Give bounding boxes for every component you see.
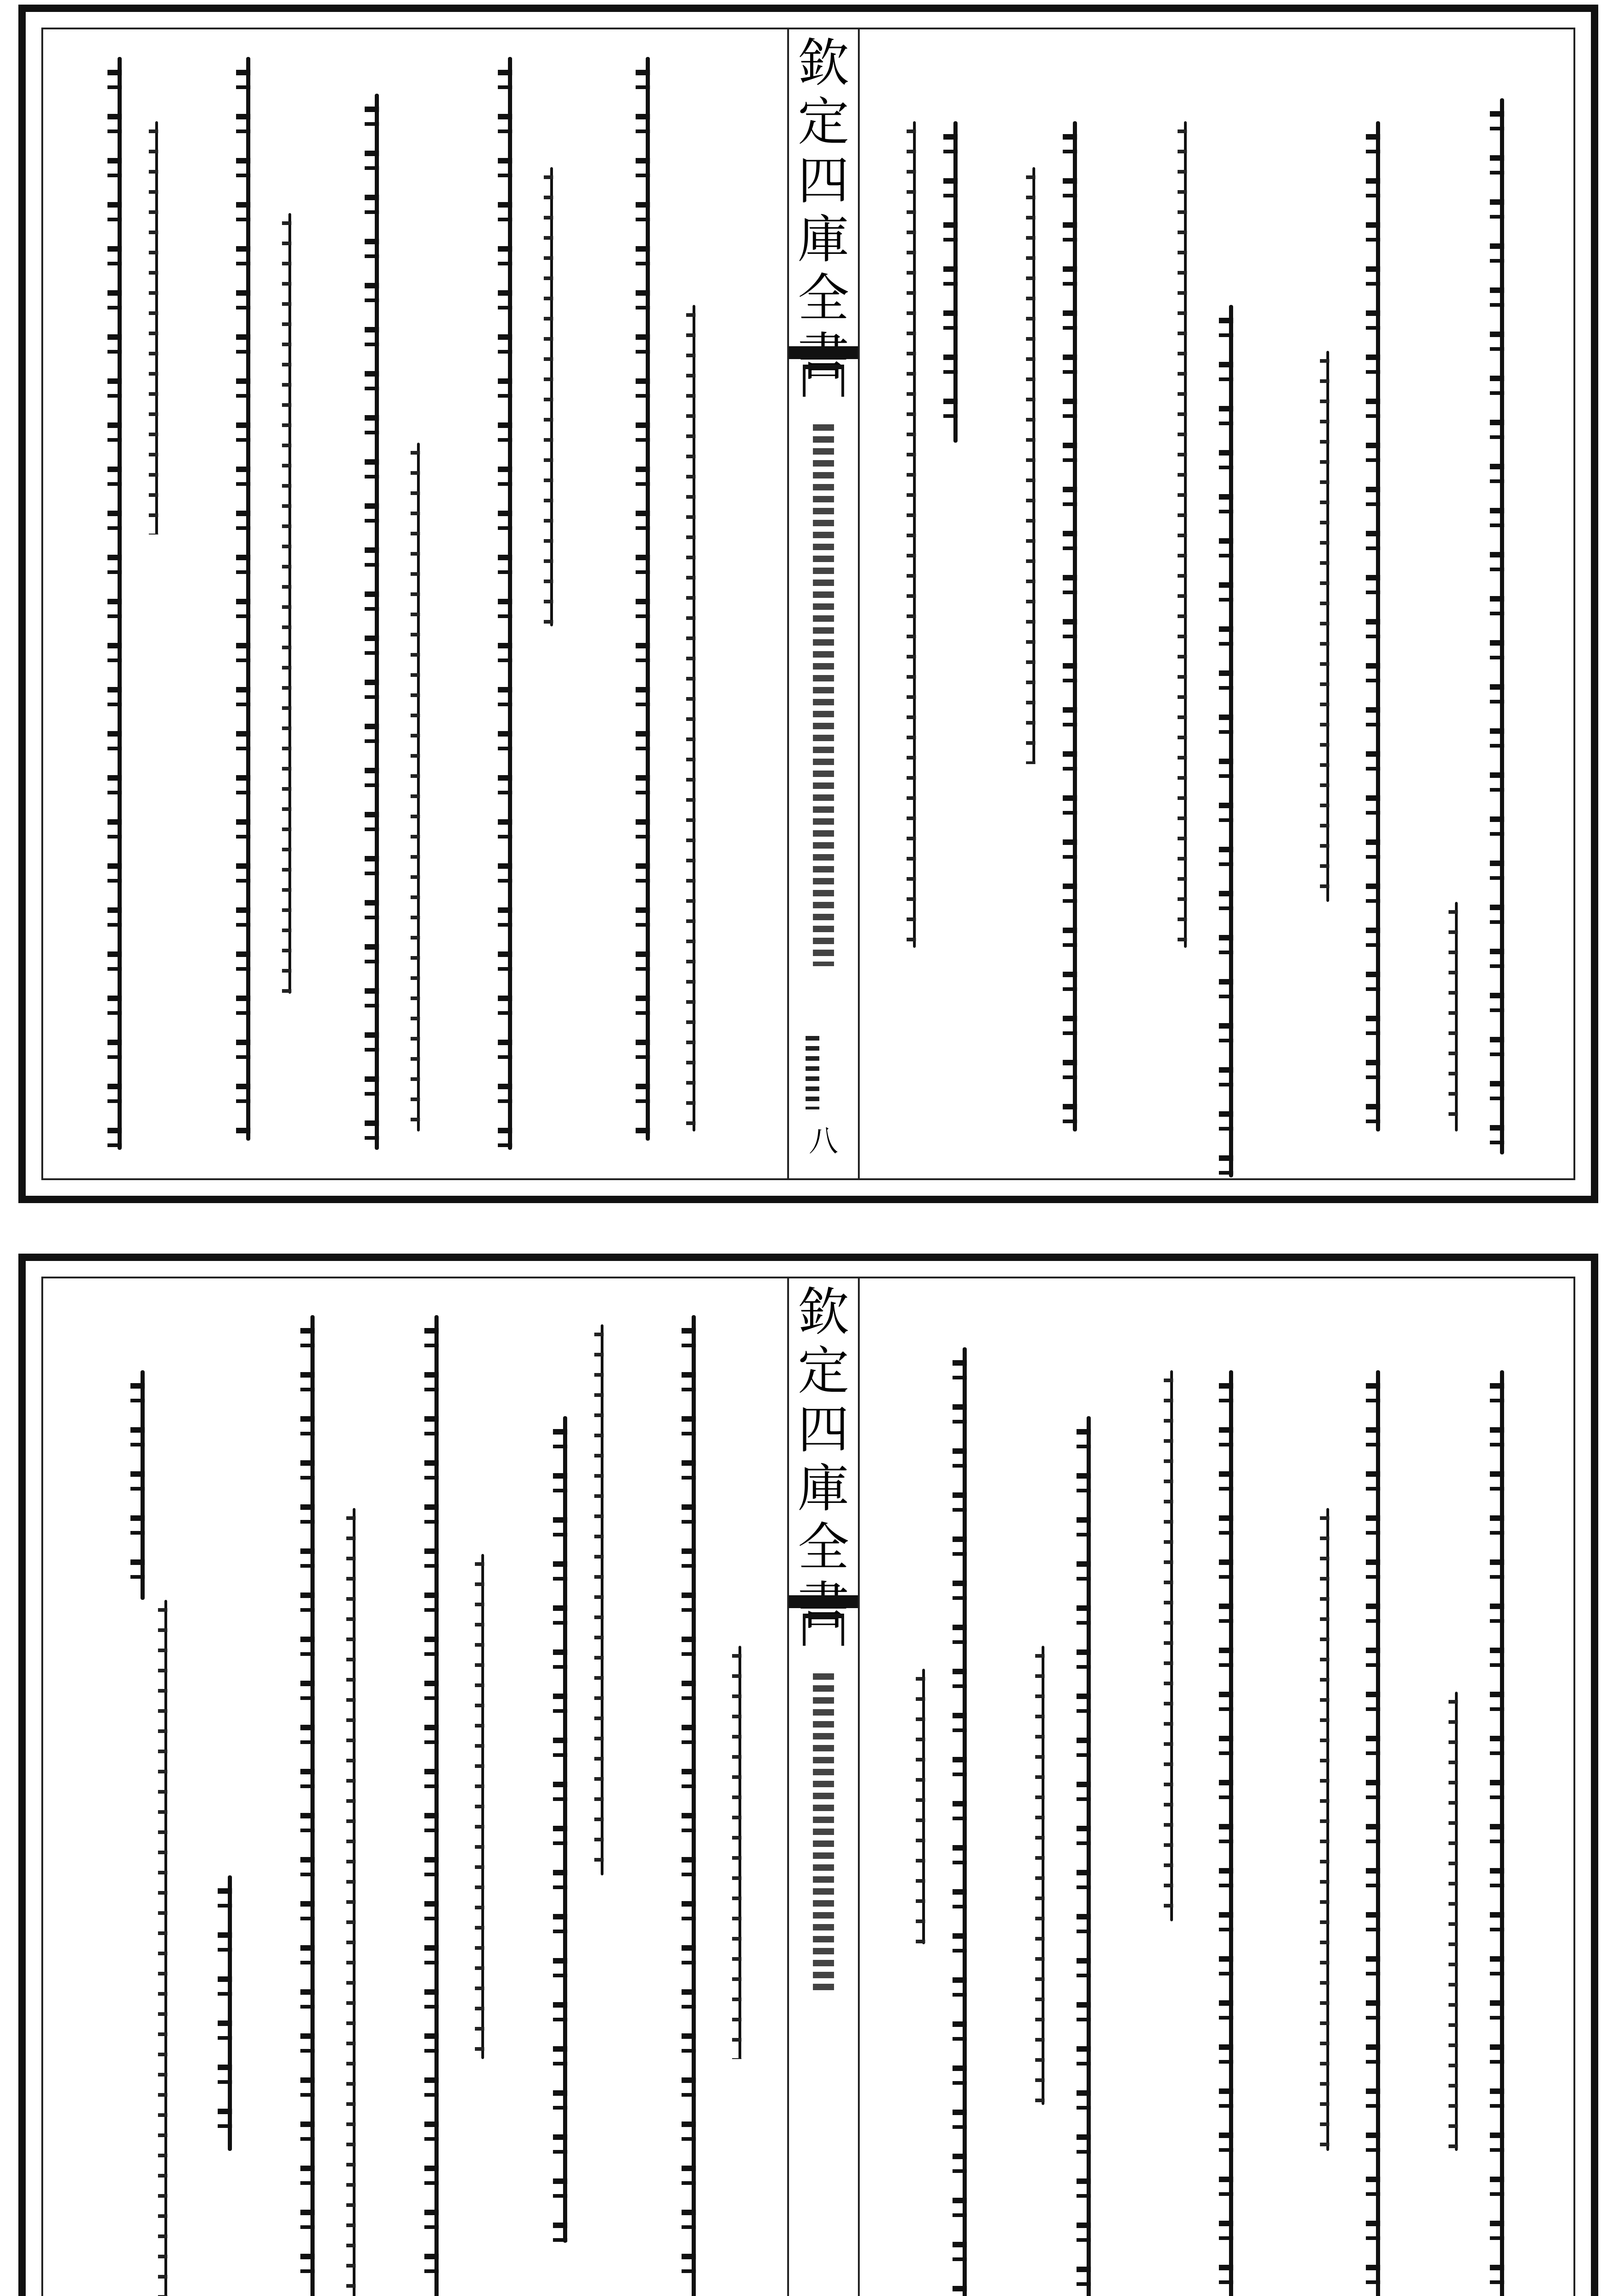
manchu-text-column <box>1077 1416 1100 2296</box>
manchu-annotation-column <box>1178 121 1193 948</box>
spine-manchu-label <box>806 1036 819 1109</box>
manchu-text-column <box>682 1315 705 2296</box>
spine-manchu-caption <box>813 1673 834 1995</box>
spine-char: 全 <box>798 269 849 328</box>
spine-char: 庫 <box>798 1459 849 1519</box>
manchu-annotation-column <box>1164 1370 1179 1921</box>
manchu-annotation-column <box>1449 1692 1464 2151</box>
manchu-text-column <box>130 1370 154 1600</box>
manchu-annotation-column <box>594 1324 610 1875</box>
spine-char: 定 <box>798 1341 849 1401</box>
spine <box>787 1278 860 2296</box>
manchu-annotation-column <box>1449 902 1464 1131</box>
spine-char: 欽 <box>798 1283 849 1342</box>
manchu-text-column <box>1366 1370 1390 2296</box>
manchu-text-column <box>498 57 522 1150</box>
manchu-annotation-column <box>1320 351 1336 902</box>
manchu-text-column <box>1366 121 1390 1131</box>
manchu-annotation-column <box>732 1646 748 2059</box>
manchu-text-column <box>107 57 131 1150</box>
spine-char: 全 <box>798 1518 849 1577</box>
manchu-annotation-column <box>346 1508 362 2296</box>
manchu-annotation-column <box>475 1554 490 2059</box>
manchu-text-column <box>636 57 660 1141</box>
manchu-annotation-column <box>1026 167 1042 764</box>
spine-title <box>789 34 858 387</box>
manchu-text-column <box>1219 1370 1243 2296</box>
manchu-annotation-column <box>149 121 164 535</box>
manchu-text-column <box>553 1416 577 2243</box>
manchu-text-column <box>236 57 260 1141</box>
manchu-annotation-column <box>282 213 298 994</box>
fishtail-mark <box>789 1595 858 1608</box>
manchu-text-column <box>1490 1370 1514 2296</box>
manchu-text-column <box>1219 305 1243 1177</box>
fishtail-ornament <box>803 1614 844 1646</box>
manchu-annotation-column <box>1035 1646 1051 2105</box>
manchu-text-column <box>300 1315 324 2296</box>
page-bottom <box>18 1254 1598 2296</box>
manchu-text-column <box>218 1875 242 2151</box>
manchu-annotation-column <box>916 1669 931 1944</box>
fishtail-ornament <box>803 365 844 397</box>
page-frame <box>41 28 1575 1180</box>
manchu-text-column <box>365 94 389 1150</box>
manchu-text-column <box>953 1347 976 2296</box>
page-top <box>18 5 1598 1203</box>
fishtail-mark <box>789 346 858 359</box>
manchu-annotation-column <box>1320 1508 1336 2151</box>
manchu-text-column <box>943 121 967 443</box>
manchu-annotation-column <box>907 121 922 948</box>
manchu-annotation-column <box>686 305 702 1131</box>
manchu-annotation-column <box>544 167 559 626</box>
manchu-text-column <box>1490 98 1514 1154</box>
manchu-text-column <box>424 1315 448 2296</box>
spine-title <box>789 1283 858 1636</box>
folio-number: 八 <box>809 1125 838 1159</box>
spine-char: 庫 <box>798 210 849 270</box>
manchu-text-column <box>1063 121 1087 1131</box>
manchu-annotation-column <box>411 443 426 1131</box>
manchu-annotation-column <box>158 1600 174 2296</box>
spine-char: 欽 <box>798 34 849 93</box>
spine-char: 定 <box>798 92 849 152</box>
spine-char: 四 <box>798 151 849 211</box>
spine-char: 四 <box>798 1400 849 1460</box>
spine <box>787 29 860 1178</box>
spine-manchu-caption <box>813 424 834 966</box>
page-frame <box>41 1277 1575 2296</box>
